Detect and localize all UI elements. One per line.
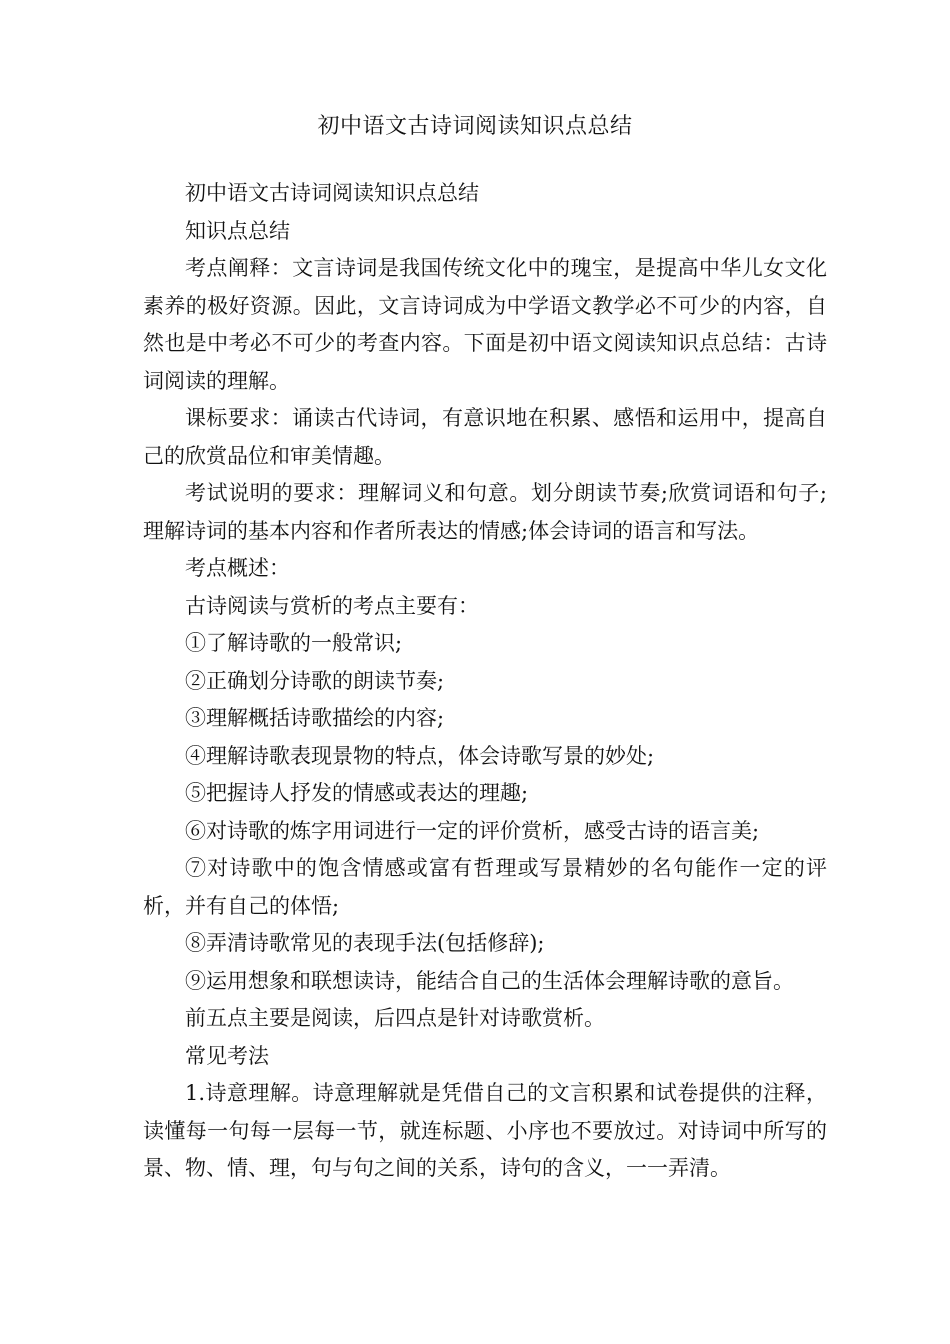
list-item: ③理解概括诗歌描绘的内容; xyxy=(185,706,445,730)
list-item: ①了解诗歌的一般常识; xyxy=(185,631,403,655)
paragraph-summary: 前五点主要是阅读，后四点是针对诗歌赏析。 xyxy=(185,1006,605,1030)
paragraph-subtitle: 初中语文古诗词阅读知识点总结 xyxy=(185,181,479,205)
list-item: ⑧弄清诗歌常见的表现手法(包括修辞); xyxy=(185,931,545,955)
list-item: ⑨运用想象和联想读诗，能结合自己的生活体会理解诗歌的意旨。 xyxy=(185,968,794,993)
list-item: ⑤把握诗人抒发的情感或表达的理趣; xyxy=(185,781,529,805)
paragraph-overview-intro: 古诗阅读与赏析的考点主要有： xyxy=(185,593,479,618)
document-title: 初中语文古诗词阅读知识点总结 xyxy=(317,114,633,139)
document-body xyxy=(143,175,827,1188)
list-item: ④理解诗歌表现景物的特点，体会诗歌写景的妙处; xyxy=(185,743,655,768)
paragraph-exam-explanation: 考点阐释：文言诗词是我国传统文化中的瑰宝，是提高中华儿女文化素养的极好资源。因此，文言诗词成为中学语文教学必不可少的内容，自然也是中考必不可少的考查内容。下面是初中语文阅读知识点总结：古诗词阅读的理解。 xyxy=(143,256,827,393)
paragraph-exam-requirement: 考试说明的要求：理解词义和句意。划分朗读节奏;欣赏词语和句子;理解诗词的基本内容和作者所表达的情感;体会诗词的语言和写法。 xyxy=(143,481,827,543)
paragraph-method-1: 1.诗意理解。诗意理解就是凭借自己的文言积累和试卷提供的注释，读懂每一句每一层每一节，就连标题、小序也不要放过。对诗词中所写的景、物、情、理，句与句之间的关系，诗句的含义，一一弄清。 xyxy=(143,1081,827,1180)
list-item: ⑦对诗歌中的饱含情感或富有哲理或写景精妙的名句能作一定的评析，并有自己的体悟; xyxy=(143,856,827,918)
paragraph-methods-heading: 常见考法 xyxy=(185,1043,269,1068)
list-item: ②正确划分诗歌的朗读节奏; xyxy=(185,668,445,693)
paragraph-overview-heading: 考点概述： xyxy=(185,556,290,580)
paragraph-curriculum-requirement: 课标要求：诵读古代诗词，有意识地在积累、感悟和运用中，提高自己的欣赏品位和审美情趣。 xyxy=(143,406,827,468)
paragraph-section-heading: 知识点总结 xyxy=(185,218,290,243)
list-item: ⑥对诗歌的炼字用词进行一定的评价赏析，感受古诗的语言美; xyxy=(185,818,760,843)
